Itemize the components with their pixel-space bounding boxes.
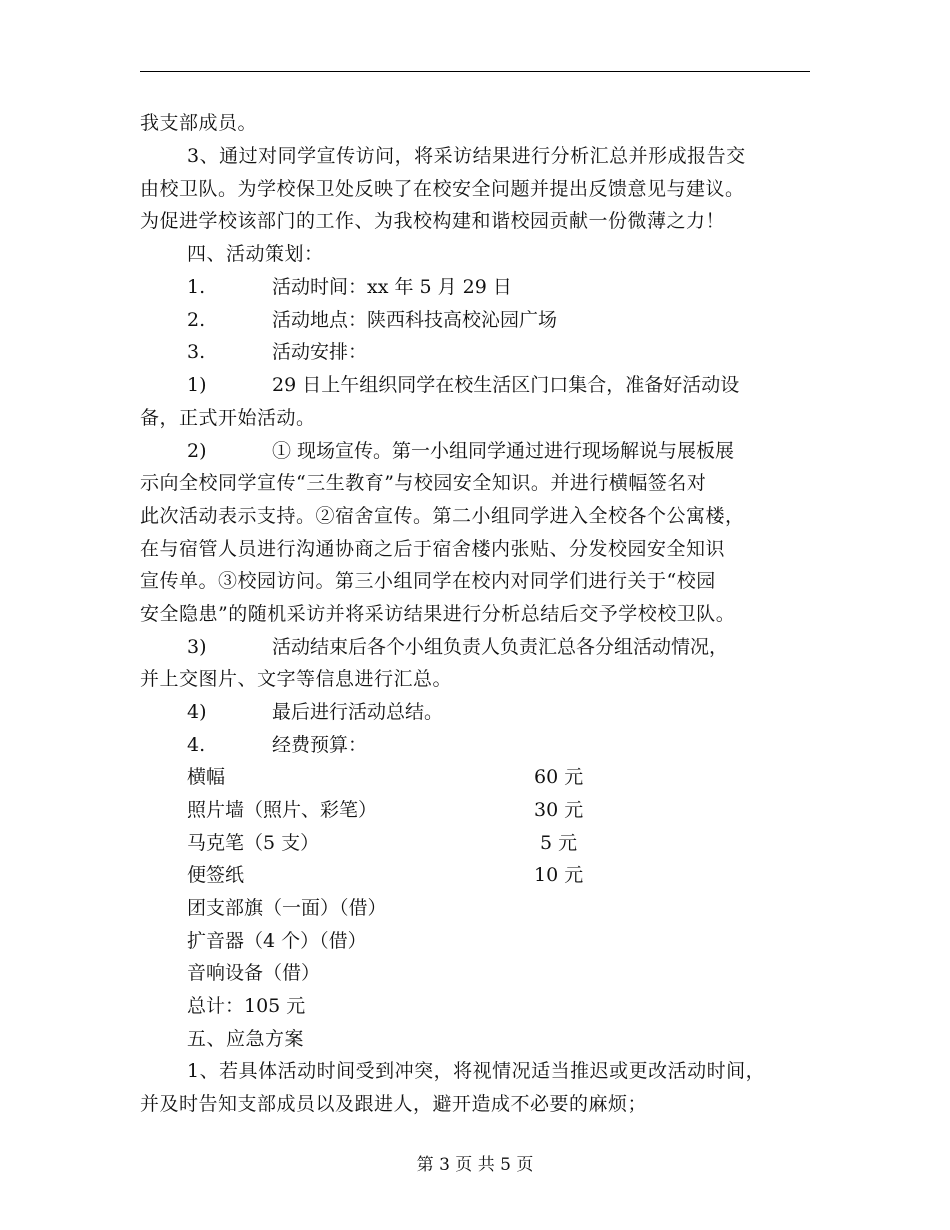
paragraph-line: 在与宿管人员进行沟通协商之后于宿舍楼内张贴、分发校园安全知识 [140,538,726,560]
budget-item: 团支部旗（一面）（借） [187,897,387,919]
budget-item: 马克笔（5 支） [187,832,320,854]
budget-amount: 30 元 [534,799,584,821]
list-number: 1. [187,276,206,298]
paragraph-line: 由校卫队。为学校保卫处反映了在校安全问题并提出反馈意见与建议。 [140,178,745,200]
list-item: 经费预算： [272,734,368,756]
header-rule [140,71,810,72]
paragraph-line: 为促进学校该部门的工作、为我校构建和谐校园贡献一份微薄之力！ [140,210,726,232]
budget-total: 总计：105 元 [187,995,306,1017]
sublist-item: ① 现场宣传。第一小组同学通过进行现场解说与展板展 [272,440,735,462]
list-number: 4. [187,734,206,756]
paragraph-line: 1、若具体活动时间受到冲突，将视情况适当推迟或更改活动时间， [187,1060,766,1082]
sublist-item: 最后进行活动总结。 [272,701,444,723]
paragraph-line: 我支部成员。 [140,112,258,134]
list-item: 活动地点：陕西科技高校沁园广场 [272,309,558,331]
list-number: 2. [187,309,206,331]
budget-item: 横幅 [187,766,226,788]
budget-amount: 10 元 [534,864,584,886]
page-footer: 第 3 页 共 5 页 [416,1155,534,1175]
budget-amount: 60 元 [534,766,584,788]
budget-item: 音响设备（借） [187,962,321,984]
section-heading: 四、活动策划： [187,243,324,265]
paragraph-line: 并上交图片、文字等信息进行汇总。 [140,668,453,690]
paragraph-line: 示向全校同学宣传“三生教育”与校园安全知识。并进行横幅签名对 [140,472,707,494]
list-number: 3. [187,341,206,363]
budget-item: 照片墙（照片、彩笔） [187,799,378,821]
budget-item: 便签纸 [187,864,245,886]
paragraph-line: 宣传单。③校园访问。第三小组同学在校内对同学们进行关于“校园 [140,570,716,592]
paragraph-line: 3、通过对同学宣传访问，将采访结果进行分析汇总并形成报告交 [187,145,746,167]
section-heading: 五、应急方案 [187,1028,305,1050]
budget-item: 扩音器（4 个）（借） [187,930,367,952]
sublist-item: 29 日上午组织同学在校生活区门口集合，准备好活动设 [272,374,740,396]
sublist-number: 3) [187,636,207,658]
paragraph-line: 安全隐患”的随机采访并将采访结果进行分析总结后交予学校校卫队。 [140,603,736,625]
budget-amount: 5 元 [540,832,578,854]
sublist-number: 1) [187,374,207,396]
paragraph-line: 备，正式开始活动。 [140,407,316,429]
sublist-number: 2) [187,440,207,462]
list-item: 活动安排： [272,341,368,363]
sublist-number: 4) [187,701,207,723]
paragraph-line: 并及时告知支部成员以及跟进人，避开造成不必要的麻烦； [140,1093,648,1115]
paragraph-line: 此次活动表示支持。②宿舍宣传。第二小组同学进入全校各个公寓楼， [140,505,745,527]
list-item: 活动时间：xx 年 5 月 29 日 [272,276,512,298]
sublist-item: 活动结束后各个小组负责人负责汇总各分组活动情况， [272,636,729,658]
